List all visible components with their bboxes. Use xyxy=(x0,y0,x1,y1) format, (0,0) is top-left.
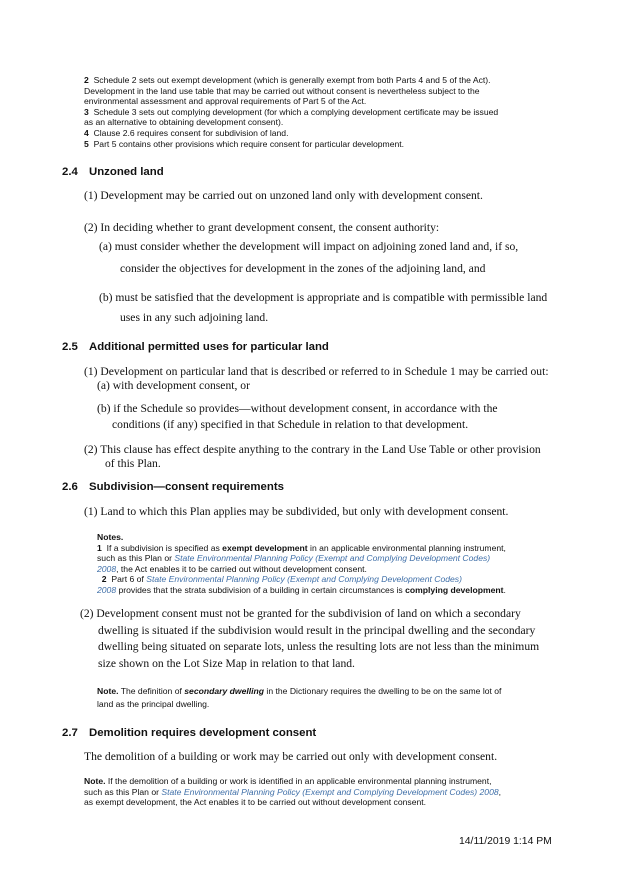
sepp-link[interactable]: State Environmental Planning Policy (Exempt and Complying Development Codes) xyxy=(146,574,462,585)
intro-note: 3 Schedule 3 sets out complying development (for which a complying development certificate may be issued xyxy=(84,106,499,117)
clause-2-5-1-a: (a) with development consent, or xyxy=(97,379,250,392)
clause-2-4-2-a: (a) must consider whether the development will impact on adjoining zoned land and, if so, xyxy=(99,240,519,253)
intro-note: 5 Part 5 contains other provisions which require consent for particular development. xyxy=(84,138,405,149)
notes-block: Notes. 1 If a subdivision is specified as exempt development in an applicable environmental planning instrument, such as this Plan or State Environmental Planning Policy (Exempt and Complying Development Codes) 2008, the Act enables it to be carried out without development consent. 2 Part 6 of State Environmental Planning Policy (Exempt and Complying Development Codes) 2008 provides that the strata subdivision of a building in certain circumstances is complying development. xyxy=(97,532,506,595)
sepp-link[interactable]: State Environmental Planning Policy (Exempt and Complying Development Codes) 2008 xyxy=(161,786,499,797)
clause-2-4-2: (2) In deciding whether to grant development consent, the consent authority: xyxy=(84,221,440,234)
clause-2-5-1-b-cont: conditions (if any) specified in that Schedule in relation to that development. xyxy=(112,418,469,431)
footer-timestamp: 14/11/2019 1:14 PM xyxy=(459,836,552,847)
note-secondary-dwelling: Note. The definition of secondary dwelling in the Dictionary requires the dwelling to be on the same lot of land as the principal dwelling. xyxy=(97,686,502,709)
section-heading-2-6: 2.6 Subdivision—consent requirements xyxy=(62,481,284,493)
clause-2-4-1: (1) Development may be carried out on unzoned land only with development consent. xyxy=(84,189,483,202)
section-heading-2-7: 2.7 Demolition requires development consent xyxy=(62,727,317,739)
note-demolition: Note. If the demolition of a building or work is identified in an applicable environmental planning instrument, such as this Plan or State Environmental Planning Policy (Exempt and Complying Development Codes) 2008, as exempt development, the Act enables it to be carried out without development consent. xyxy=(84,776,502,808)
clause-2-4-2-a-cont: consider the objectives for development in the zones of the adjoining land, and xyxy=(120,262,486,275)
clause-2-7: The demolition of a building or work may be carried out only with development consent. xyxy=(84,750,498,763)
section-heading-2-4: 2.4 Unzoned land xyxy=(62,166,164,178)
clause-2-5-1: (1) Development on particular land that is described or referred to in Schedule 1 may be carried out: xyxy=(84,365,549,378)
section-heading-2-5: 2.5 Additional permitted uses for particular land xyxy=(62,341,329,353)
clause-2-5-2: (2) This clause has effect despite anything to the contrary in the Land Use Table or other provision xyxy=(84,443,541,456)
clause-2-5-2-cont: of this Plan. xyxy=(105,457,161,470)
intro-note: 4 Clause 2.6 requires consent for subdivision of land. xyxy=(84,127,289,138)
intro-note: 2 Schedule 2 sets out exempt development (which is generally exempt from both Parts 4 and 5 of the Act). xyxy=(84,75,491,85)
intro-notes: 2 Schedule 2 sets out exempt development (which is generally exempt from both Parts 4 and 5 of the Act). Development in the land use table that may be carried out without consent is nevertheless subject to the environmental assessment and approval requirements of Part 5 of the Act. 3 Schedule 3 sets out complying development (for which a complying development certificate may be issued as an alternative to obtaining development consent). 4 Clause 2.6 requires consent for subdivision of land. 5 Part 5 contains other provisions which require consent for particular development. xyxy=(84,75,564,149)
clause-2-5-1-b: (b) if the Schedule so provides—without development consent, in accordance with the xyxy=(97,402,498,415)
clause-2-6-2: (2) Development consent must not be granted for the subdivision of land on which a secondary dwelling is situated if the subdivision would result in the principal dwelling and the secondary dwelling being situated on separate lots, unless the resulting lots are not less than the minimum size shown on the Lot Size Map in relation to that land. xyxy=(80,607,540,670)
clause-2-6-1: (1) Land to which this Plan applies may be subdivided, but only with development consent. xyxy=(84,505,509,518)
sepp-link-year[interactable]: 2008 xyxy=(97,563,117,574)
clause-2-4-2-b: (b) must be satisfied that the development is appropriate and is compatible with permissible land xyxy=(99,291,548,304)
sepp-link-year[interactable]: 2008 xyxy=(97,584,117,595)
clause-2-4-2-b-cont: uses in any such adjoining land. xyxy=(120,311,269,324)
sepp-link[interactable]: State Environmental Planning Policy (Exempt and Complying Development Codes) xyxy=(174,553,491,564)
